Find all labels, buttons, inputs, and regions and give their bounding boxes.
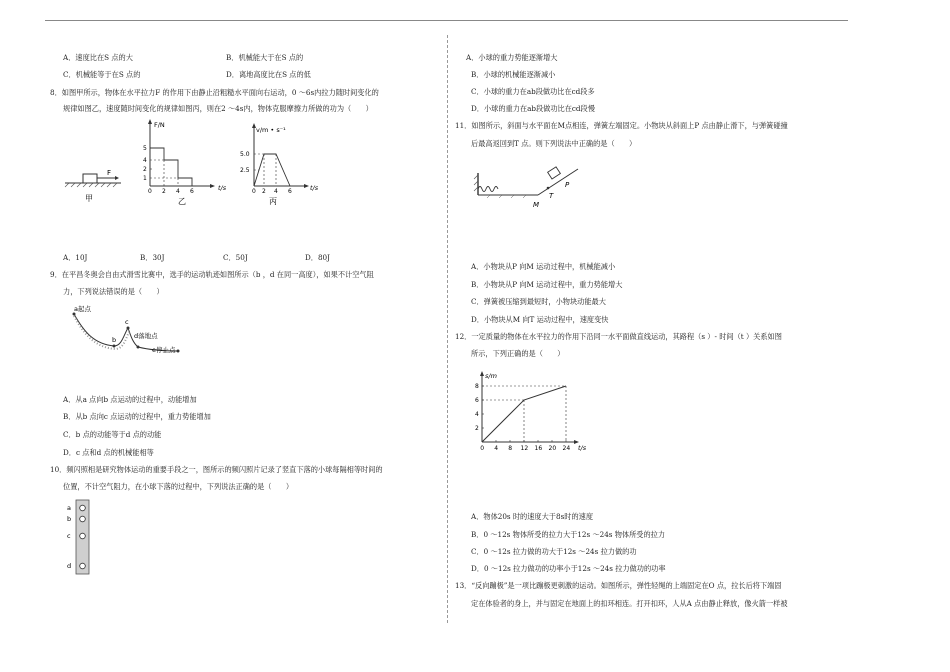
fig-yi-ytick: 2 <box>143 166 147 173</box>
q12-option-d: D．0 ～12s 拉力做功的功率小于12s ～24s 拉力做功的功率 <box>471 564 666 573</box>
fig-bing-label: 丙 <box>269 197 277 206</box>
q12-stem-line2: 所示，下列正确的是（ ） <box>471 349 565 358</box>
q10-option-d: D．小球的重力在ab段做功比在cd段慢 <box>471 104 595 113</box>
y-tick-label: 6 <box>475 397 479 404</box>
point-p-label: P <box>565 181 570 189</box>
q11-option-c: C．弹簧被压缩到最短时，小物块动能最大 <box>471 297 606 306</box>
q8-option-c: C．50J <box>223 253 248 262</box>
fig-bing-ytick: 2.5 <box>240 167 250 174</box>
x-axis-label: t/s <box>578 444 587 452</box>
x-tick-label: 8 <box>508 445 513 452</box>
q7-option-b: B．机械能大于在S 点的 <box>226 53 304 62</box>
q11-option-b: B．小物块从P 向M 运动过程中，重力势能增大 <box>471 280 623 289</box>
q11-option-d: D．小物块从M 向T 运动过程中，速度变快 <box>471 315 609 324</box>
x-tick-label: 4 <box>494 445 499 452</box>
q7-option-c: C．机械能等于在S 点的 <box>63 70 141 79</box>
fig-bing-xtick: 0 <box>252 188 256 195</box>
q7-option-d: D．离地高度比在S 点的低 <box>226 70 311 79</box>
q13-stem-line2: 定在体验者的身上，并与固定在地面上的扣环相连。打开扣环，人从A 点由静止释放，像火箭一样被 <box>471 599 788 608</box>
q10-stem-line2: 位置，不计空气阻力，在小球下落的过程中，下列说法正确的是（ ） <box>63 482 294 491</box>
ball-c-label: c <box>67 532 71 540</box>
q12-stem-line1: 12．一定质量的物体在水平拉力的作用下沿同一水平面做直线运动，其路程（s ）- 时间（t ）关系如图 <box>455 332 782 341</box>
spring-shape <box>478 187 498 192</box>
fig-yi-xtick: 2 <box>162 188 166 195</box>
q8-option-b: B．30J <box>140 253 165 262</box>
force-step-line <box>150 148 192 186</box>
fig-yi-ytick: 1 <box>143 175 147 182</box>
q13-stem-line1: 13．“反向蹦极”是一项比蹦极更刺激的运动。如图所示，弹性轻绳的上端固定在O 点，拉长后将下端固 <box>455 581 782 590</box>
q9-option-c: C．b 点的动能等于d 点的动能 <box>63 430 162 439</box>
fig-yi-ylabel: F/N <box>154 121 165 129</box>
q8-stem-line1: 8．如图甲所示，物体在水平拉力F 的作用下由静止沿粗糙水平面向右运动，0 ～6s内拉力随时间变化的 <box>50 88 379 97</box>
fig-bing-xtick: 4 <box>274 188 278 195</box>
q8-figure-yi <box>140 118 240 208</box>
q10-strobe-figure <box>62 498 102 578</box>
x-tick-label: 24 <box>562 445 571 452</box>
q8-option-a: A．10J <box>63 253 88 262</box>
point-m-label: M <box>533 201 540 209</box>
q11-stem-line2: 后最高返回到T 点。则下列说法中正确的是（ ） <box>471 139 637 148</box>
ball-b-label: b <box>67 515 72 523</box>
ball-a-label: a <box>67 504 71 512</box>
q11-option-a: A．小物块从P 向M 运动过程中，机械能减小 <box>471 262 616 271</box>
q10-option-c: C．小球的重力在ab段做功比在cd段多 <box>471 87 595 96</box>
ball-d-label: d <box>67 562 72 570</box>
y-axis-arrow <box>480 371 484 376</box>
fig-bing-xtick: 2 <box>262 188 266 195</box>
q8-stem-line2: 规律如图乙，速度随时间变化的规律如图丙，则在2 ～4s内，物体克服摩擦力所做的功为（ ） <box>63 104 373 113</box>
point-c-label: c <box>125 318 129 326</box>
q8-figure-bing <box>236 118 336 208</box>
velocity-line <box>254 154 290 186</box>
q11-incline-figure <box>470 155 590 215</box>
x-tick-label: 12 <box>520 445 529 452</box>
x-tick-label: 0 <box>480 445 485 452</box>
fig-yi-ytick: 5 <box>143 145 147 152</box>
fig-yi-xtick: 6 <box>190 188 194 195</box>
q12-st-chart <box>462 364 592 459</box>
block-shape <box>83 174 97 183</box>
fig-yi-ytick: 4 <box>143 157 147 164</box>
q12-option-b: B．0 ～12s 物体所受的拉力大于12s ～24s 物体所受的拉力 <box>471 530 666 539</box>
q10-stem-line1: 10．频闪照相是研究物体运动的重要手段之一，图所示的频闪照片记录了竖直下落的小球每隔相等时间的 <box>50 465 383 474</box>
q9-option-d: D．c 点和d 点的机械能相等 <box>63 448 154 457</box>
q12-option-c: C．0 ～12s 拉力做的功大于12s ～24s 拉力做的功 <box>471 547 637 556</box>
q8-option-d: D．80J <box>305 253 330 262</box>
point-d-label: d落地点 <box>134 332 158 340</box>
point-b-label: b <box>112 336 117 344</box>
q7-option-a: A．速度比在S 点的大 <box>63 53 133 62</box>
q10-option-b: B．小球的机械能逐渐减小 <box>471 70 556 79</box>
x-tick-label: 16 <box>534 445 543 452</box>
fig-yi-label: 乙 <box>178 197 186 206</box>
fig-yi-xtick: 0 <box>148 188 152 195</box>
point-a-label: a起点 <box>74 305 91 313</box>
q10-option-a: A．小球的重力势能逐渐增大 <box>466 53 558 62</box>
y-tick-label: 8 <box>475 383 479 390</box>
fig-bing-xlabel: t/s <box>310 184 319 192</box>
header-rule <box>45 20 848 21</box>
fig-yi-xlabel: t/s <box>218 184 227 192</box>
q12-option-a: A．物体20s 时的速度大于8s时的速度 <box>471 512 594 521</box>
y-tick-label: 4 <box>475 411 479 418</box>
fig-bing-ylabel: v/m • s⁻¹ <box>256 126 286 134</box>
column-divider <box>447 35 448 623</box>
q9-option-b: B．从b 点向c 点运动的过程中，重力势能增加 <box>63 412 211 421</box>
force-label: F <box>107 169 112 177</box>
block-on-incline <box>548 167 561 179</box>
y-axis-label: s/m <box>485 372 497 380</box>
fig-bing-xtick: 6 <box>288 188 292 195</box>
q9-option-a: A．从a 点向b 点运动的过程中，动能增加 <box>63 395 197 404</box>
fig-bing-ytick: 5.0 <box>240 151 250 158</box>
fig-jia-label: 甲 <box>85 194 93 203</box>
point-e-label: e停止点 <box>152 346 176 354</box>
q11-stem-line1: 11．如图所示，斜面与水平面在M点相连，弹簧左端固定。小物块从斜面上P 点由静止滑下，与弹簧碰撞 <box>455 121 788 130</box>
point-t-label: T <box>549 192 554 200</box>
q9-ski-figure <box>66 300 196 365</box>
y-tick-label: 2 <box>475 425 479 432</box>
x-tick-label: 20 <box>548 445 557 452</box>
fig-yi-xtick: 4 <box>176 188 180 195</box>
q8-figure-jia <box>63 160 125 205</box>
q9-stem-line1: 9．在平昌冬奥会自由式滑雪比赛中，选手的运动轨迹如图所示（b ，d 在同一高度），如果不计空气阻 <box>50 270 374 279</box>
q9-stem-line2: 力，下列说法错误的是（ ） <box>63 287 164 296</box>
